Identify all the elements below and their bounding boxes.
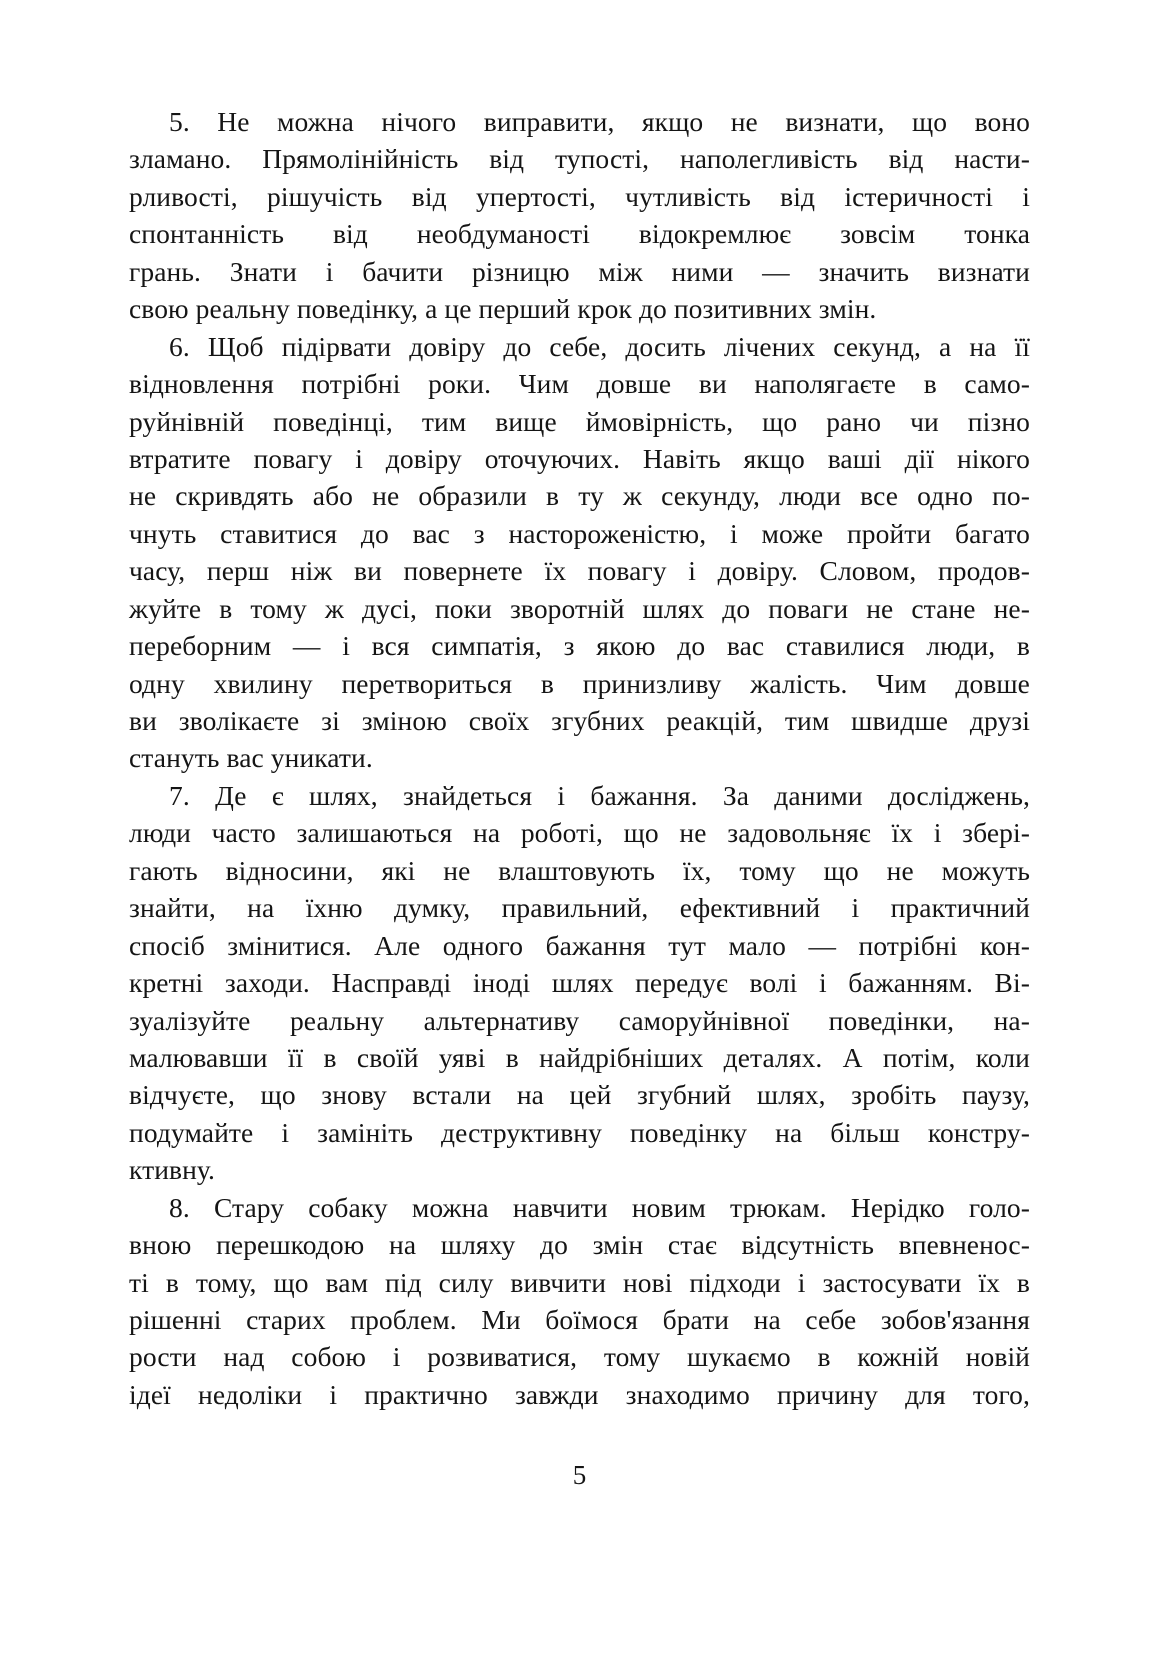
text-line: відчуєте, що знову встали на цей згубний шлях, зробіть паузу, [129, 1079, 1030, 1111]
text-line: вною перешкодою на шляху до змін стає відсутність впевненос- [129, 1229, 1030, 1261]
text-line: свою реальну поведінку, а це перший крок до позитивних змін. [129, 293, 877, 325]
text-line: грань. Знати і бачити різницю між ними — значить визнати [129, 255, 1030, 287]
text-line: стануть вас уникати. [129, 742, 373, 774]
paragraph [129, 328, 1030, 777]
text-line: люди часто залишаються на роботі, що не задовольняє їх і збері- [129, 817, 1030, 849]
page-footer [129, 1458, 1030, 1492]
text-line: ви зволікаєте зі зміною своїх згубних реакцій, тим швидше друзі [129, 705, 1030, 736]
text-line: 8. Стару собаку можна навчити новим трюкам. Нерідко голо- [169, 1191, 1030, 1223]
text-line: гають відносини, які не влаштовують їх, тому що не можуть [129, 854, 1030, 886]
text-line: 5. Не можна нічого виправити, якщо не визнати, що воно [169, 106, 1030, 137]
text-line: ктивну. [129, 1154, 216, 1186]
text-line: відновлення потрібні роки. Чим довше ви наполягаєте в само- [129, 368, 1030, 400]
text-line: рости над собою і розвиватися, тому шукаємо в кожній новій [129, 1341, 1030, 1373]
text-line: спонтанність від необдуманості відокремлює зовсім тонка [129, 218, 1030, 250]
text-line: втратите повагу і довіру оточуючих. Навіть якщо ваші дії нікого [129, 442, 1030, 474]
text-line: 6. Щоб підірвати довіру до себе, досить лічених секунд, а на її [169, 330, 1030, 362]
text-line: не скривдять або не образили в ту ж секунду, люди все одно по- [129, 480, 1030, 512]
text-line: рливості, рішучість від упертості, чутливість від істеричності і [129, 180, 1030, 212]
text-line: переборним — і вся симпатія, з якою до вас ставилися люди, в [129, 630, 1030, 662]
text-line: одну хвилину перетвориться в принизливу жалість. Чим довше [129, 667, 1030, 699]
text-line: ідеї недоліки і практично завжди знаходимо причину для того, [129, 1378, 1030, 1410]
text-line: зламано. Прямолінійність від тупості, наполегливість від насти- [129, 143, 1030, 175]
text-line: малювавши її в своїй уяві в найдрібніших деталях. А потім, коли [129, 1041, 1030, 1073]
text-line: чнуть ставитися до вас з настороженістю, і може пройти багато [129, 517, 1030, 549]
text-line: знайти, на їхню думку, правильний, ефективний і практичний [129, 892, 1030, 924]
text-line: зуалізуйте реальну альтернативу саморуйнівної поведінки, на- [129, 1004, 1030, 1036]
text-column [129, 103, 1030, 1413]
text-line: руйнівній поведінці, тим вище ймовірність, що рано чи пізно [129, 405, 1030, 437]
text-line: часу, перш ніж ви повернете їх повагу і довіру. Словом, продов- [129, 555, 1030, 587]
paragraph [129, 1189, 1030, 1414]
text-line: жуйте в тому ж дусі, поки зворотній шлях до поваги не стане не- [129, 592, 1030, 624]
text-line: 7. Де є шлях, знайдеться і бажання. За даними досліджень, [169, 779, 1030, 811]
text-line: кретні заходи. Насправді іноді шлях передує волі і бажанням. Ві- [129, 967, 1030, 999]
text-line: ті в тому, що вам під силу вивчити нові підходи і застосувати їх в [129, 1266, 1030, 1298]
text-line: подумайте і замініть деструктивну поведінку на більш констру- [129, 1116, 1030, 1148]
paragraph [129, 103, 1030, 328]
page-number: 5 [572, 1460, 587, 1490]
paragraph [129, 777, 1030, 1189]
text-line: спосіб змінитися. Але одного бажання тут мало — потрібні кон- [129, 929, 1030, 961]
text-line: рішенні старих проблем. Ми боїмося брати на себе зобов'язання [129, 1304, 1030, 1335]
